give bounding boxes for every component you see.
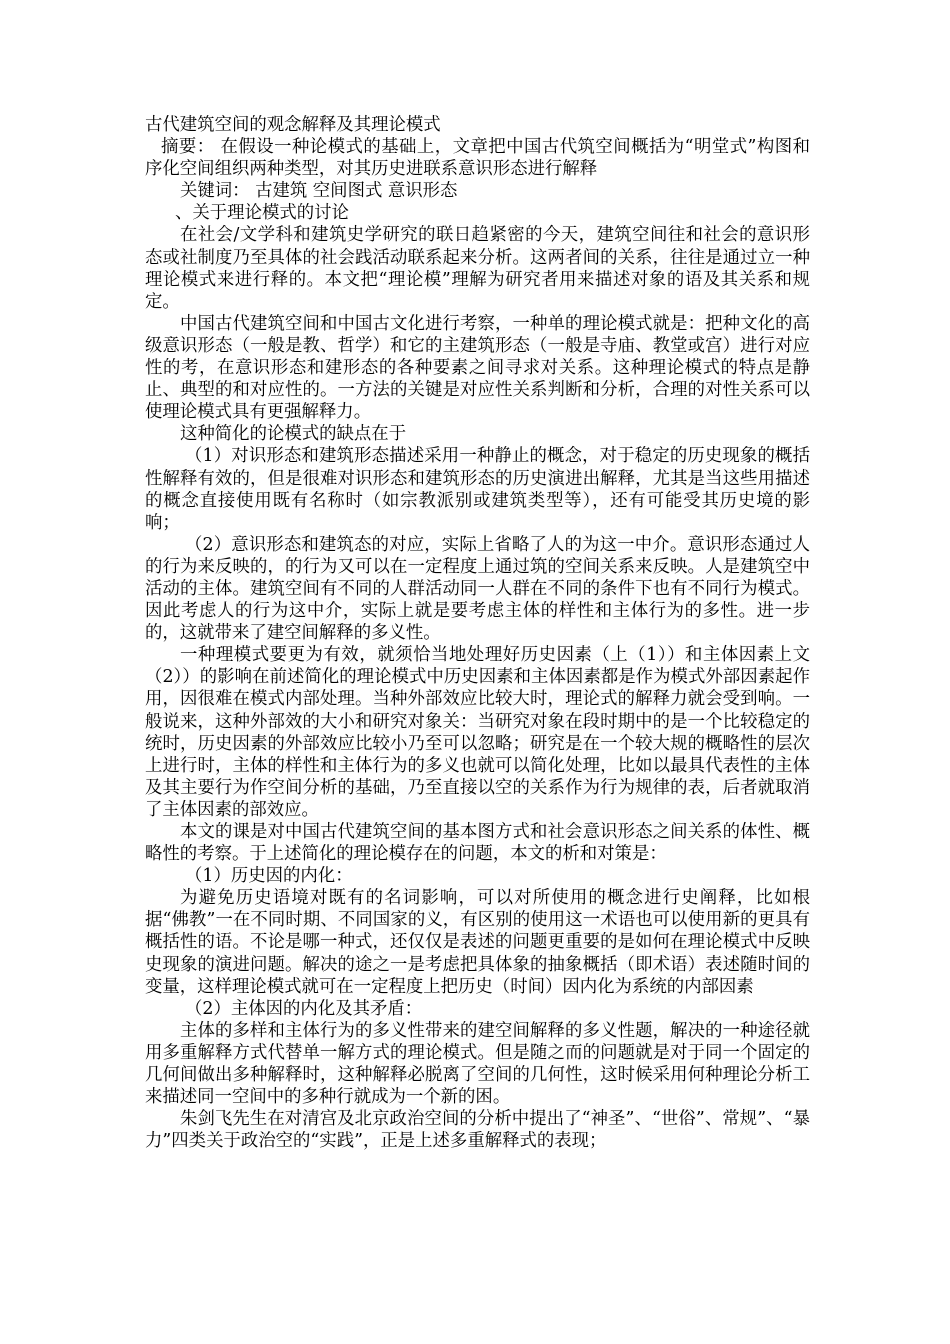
document-title: 古代建筑空间的观念解释及其理论模式 xyxy=(145,115,441,135)
section-heading: 、关于理论模式的讨论 xyxy=(175,203,349,224)
subheading: （2）主体因的内化及其矛盾： xyxy=(185,998,423,1019)
paragraph: 一种理模式要更为有效，就须恰当地处理好历史因素（上（1））和主体因素上文（2））的影响在前述简化的理论模式中历史因素和主体因素都是作为模式外部因素起作用，因很难在模式内部处理。当种外部效应比较大时，理论式的解释力就会受到响。一般说来，这种外部效的大小和研究对象关：当研究对象在段时期中的是一个比较稳定的统时，历史因素的外部效应比较小乃至可以忽略；研究是在一个较大规的概略性的层次上进行时，主体的样性和主体行为的多义也就可以简化处理，比如以最具代表性的主体及其主要行为作空间分析的基础，乃至直接以空的关系作为行为规律的表，后者就取消了主体因素的部效应。 xyxy=(145,645,810,820)
document-page xyxy=(145,114,810,1152)
abstract: 摘要： 在假设一种论模式的基础上，文章把中国古代筑空间概括为“明堂式”构图和序化空间组织两种类型，对其历史进联系意识形态进行解释 xyxy=(145,137,810,180)
paragraph: 主体的多样和主体行为的多义性带来的建空间解释的多义性题，解决的一种途径就用多重解释方式代替单一解方式的理论模式。但是随之而的问题就是对于同一个固定的几何间做出多种解释时，这种解释必脱离了空间的几何性，这时候采用何种理论分析工来描述同一空间中的多种行就成为一个新的困。 xyxy=(145,1020,810,1108)
paragraph: 中国古代建筑空间和中国古文化进行考察，一种单的理论模式就是：把种文化的高级意识形态（一般是教、哲学）和它的主建筑形态（一般是寺庙、教堂或宫）进行对应性的考，在意识形态和建形态的各种要素之间寻求对关系。这种理论模式的特点是静止、典型的和对应性的。一方法的关键是对应性关系判断和分析，合理的对性关系可以使理论模式具有更强解释力。 xyxy=(145,313,810,423)
paragraph: 为避免历史语境对既有的名词影响，可以对所使用的概念进行史阐释，比如根据“佛教”一在不同时期、不同国家的义，有区别的使用这一术语也可以使用新的更具有概括性的语。不论是哪一种式，还仅仅是表述的问题更重要的是如何在理论模式中反映史现象的演进问题。解决的途之一是考虑把具体象的抽象概括（即术语）表述随时间的变量，这样理论模式就可在一定程度上把历史（时间）因内化为系统的内部因素 xyxy=(145,888,810,997)
list-item: （1）对识形态和建筑形态描述采用一种静止的概念，对于稳定的历史现象的概括性解释有效的，但是很难对识形态和建筑形态的历史演进出解释，尤其是当这些用描述的概念直接使用既有名称时（如宗教派别或建筑类型等），还有可能受其历史境的影响； xyxy=(145,446,810,533)
subheading: （1）历史因的内化： xyxy=(185,866,353,887)
paragraph: 朱剑飞先生在对清宫及北京政治空间的分析中提出了“神圣”、“世俗”、常规”、“暴力”四类关于政治空的“实践”，正是上述多重解释式的表现； xyxy=(145,1109,810,1152)
paragraph: 这种简化的论模式的缺点在于 xyxy=(180,424,407,445)
paragraph: 在社会/文学科和建筑史学研究的联日趋紧密的今天，建筑空间往和社会的意识形态或社制度乃至具体的社会践活动联系起来分析。这两者间的关系，往往是通过立一种理论模式来进行释的。本文把“理论模”理解为研究者用来描述对象的语及其关系和规定。 xyxy=(145,225,810,312)
list-item: （2）意识形态和建筑态的对应，实际上省略了人的为这一中介。意识形态通过人的行为来反映的，的行为又可以在一定程度上通过筑的空间关系来反映。人是建筑空中活动的主体。建筑空间有不同的人群活动同一人群在不同的条件下也有不同行为模式。因此考虑人的行为这中介，实际上就是要考虑主体的样性和主体行为的多性。进一步的，这就带来了建空间解释的多义性。 xyxy=(145,534,810,644)
keywords: 关键词： 古建筑 空间图式 意识形态 xyxy=(180,181,458,202)
paragraph: 本文的课是对中国古代建筑空间的基本图方式和社会意识形态之间关系的体性、概略性的考察。于上述简化的理论模存在的问题，本文的析和对策是： xyxy=(145,822,810,865)
